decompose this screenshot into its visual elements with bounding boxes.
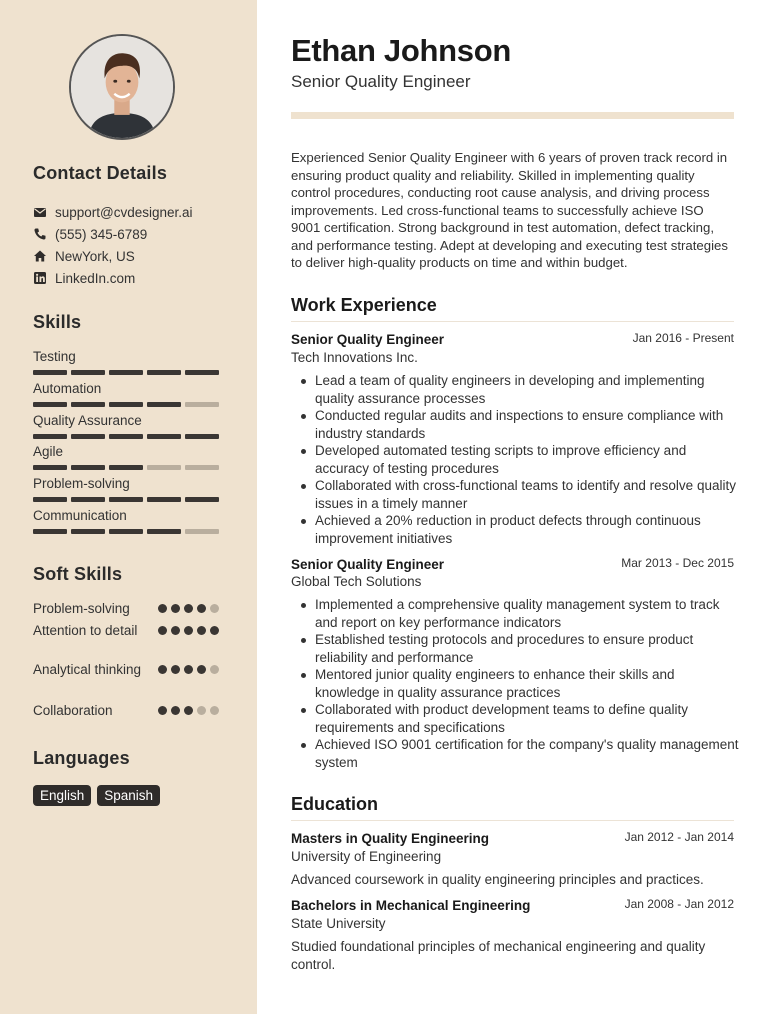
rating-dot [171, 706, 180, 715]
skill-level-bar [33, 434, 219, 439]
skill-level-segment [71, 497, 105, 502]
phone-icon [33, 227, 47, 241]
skill-level-segment [147, 497, 181, 502]
job-bullets [315, 372, 739, 547]
sidebar [0, 0, 257, 1014]
phone-text: (555) 345-6789 [55, 226, 148, 242]
list-item: Established testing protocols and procedures to ensure product reliability and performance [315, 631, 739, 666]
contact-linkedin[interactable] [33, 269, 135, 287]
soft-skills-heading: Soft Skills [33, 564, 123, 584]
job-bullets [315, 596, 739, 771]
school-name: State University [291, 916, 386, 931]
skill-level-segment [33, 402, 67, 407]
main-content [257, 0, 768, 1014]
candidate-name: Ethan Johnson [291, 33, 511, 68]
skill-level-segment [71, 465, 105, 470]
skill-level-segment [109, 497, 143, 502]
rating-dot [171, 665, 180, 674]
contact-phone[interactable] [33, 225, 147, 243]
header-divider [291, 112, 734, 119]
job-date: Jan 2016 - Present [632, 331, 734, 345]
list-item: Achieved ISO 9001 certification for the company's quality management system [315, 737, 739, 770]
languages-heading: Languages [33, 748, 130, 768]
job-date: Mar 2013 - Dec 2015 [621, 556, 734, 570]
education-divider [291, 820, 734, 821]
rating-dot [197, 626, 206, 635]
education-heading: Education [291, 794, 379, 814]
skill-level-segment [185, 497, 219, 502]
candidate-title: Senior Quality Engineer [291, 72, 471, 91]
home-icon [33, 249, 47, 263]
contact-email[interactable] [33, 203, 193, 221]
degree-description: Advanced coursework in quality engineering principles and practices. [291, 872, 704, 887]
rating-dot [210, 706, 219, 715]
skill-level-segment [147, 434, 181, 439]
skill-level-segment [147, 465, 181, 470]
soft-skill-label: Collaboration [33, 703, 113, 718]
soft-skill-rating [158, 706, 219, 715]
job-company: Global Tech Solutions [291, 574, 422, 589]
rating-dot [197, 706, 206, 715]
skill-level-segment [71, 529, 105, 534]
skill-level-bar [33, 370, 219, 375]
language-badge: English [33, 785, 91, 806]
list-item: Implemented a comprehensive quality management system to track and report on key performance indicators [315, 596, 739, 631]
skill-level-segment [33, 529, 67, 534]
skill-level-segment [71, 402, 105, 407]
skill-level-segment [185, 370, 219, 375]
work-divider [291, 321, 734, 322]
location-text: NewYork, US [55, 248, 135, 264]
degree-date: Jan 2008 - Jan 2012 [624, 897, 734, 911]
skill-label: Automation [33, 380, 102, 396]
skill-level-segment [185, 402, 219, 407]
skill-level-segment [185, 434, 219, 439]
list-item: Achieved a 20% reduction in product defects through continuous improvement initiatives [315, 512, 739, 547]
job-title: Senior Quality Engineer [291, 332, 445, 347]
language-badge: Spanish [97, 785, 160, 806]
skill-level-segment [109, 529, 143, 534]
job-company: Tech Innovations Inc. [291, 350, 418, 365]
skill-label: Communication [33, 508, 127, 523]
skill-level-segment [147, 529, 181, 534]
skills-heading: Skills [33, 312, 82, 332]
rating-dot [184, 665, 193, 674]
rating-dot [158, 706, 167, 715]
skill-level-segment [109, 465, 143, 470]
work-heading: Work Experience [291, 295, 437, 315]
rating-dot [184, 604, 193, 613]
list-item: Collaborated with cross-functional teams to identify and resolve quality issues in a timely manner [315, 477, 739, 512]
skill-label: Agile [33, 444, 64, 460]
languages-list [33, 785, 160, 806]
skill-label: Quality Assurance [33, 412, 142, 428]
list-item: Collaborated with product development teams to define quality requirements and specifications [315, 701, 739, 736]
rating-dot [171, 604, 180, 613]
rating-dot [197, 604, 206, 613]
skill-label: Testing [33, 349, 76, 364]
rating-dot [210, 665, 219, 674]
list-item: Conducted regular audits and inspections to ensure compliance with industry standards [315, 407, 739, 442]
degree-title: Bachelors in Mechanical Engineering [291, 898, 531, 913]
skill-level-segment [33, 497, 67, 502]
list-item: Lead a team of quality engineers in developing and implementing quality assurance processes [315, 372, 739, 407]
school-name: University of Engineering [291, 849, 442, 864]
list-item: Mentored junior quality engineers to enhance their skills and knowledge in quality assurance practices [315, 666, 739, 701]
contact-location [33, 247, 135, 265]
list-item: Developed automated testing scripts to improve efficiency and accuracy of testing procedures [315, 442, 739, 477]
soft-skill-rating [158, 604, 219, 613]
skill-level-segment [109, 434, 143, 439]
skill-level-segment [33, 370, 67, 375]
skill-level-bar [33, 402, 219, 407]
skill-level-segment [71, 434, 105, 439]
skill-level-bar [33, 497, 219, 502]
rating-dot [158, 604, 167, 613]
skill-level-segment [147, 370, 181, 375]
rating-dot [184, 626, 193, 635]
avatar [69, 34, 175, 140]
skill-level-segment [185, 529, 219, 534]
degree-date: Jan 2012 - Jan 2014 [624, 830, 734, 844]
skill-level-bar [33, 529, 219, 534]
linkedin-icon [33, 271, 47, 285]
rating-dot [210, 626, 219, 635]
contact-heading: Contact Details [33, 163, 168, 183]
rating-dot [158, 626, 167, 635]
skill-level-segment [33, 465, 67, 470]
skill-level-bar [33, 465, 219, 470]
linkedin-text: LinkedIn.com [55, 270, 136, 286]
envelope-icon [33, 205, 47, 219]
summary-text: Experienced Senior Quality Engineer with 6 years of proven track record in ensuring product quality and reliability. Skilled in implementing quality control procedures, conducting root cause analysis, and driving process improvements. Led cross-functional teams to successfully achieve ISO 9001 certification. Strong background in test automation, defect tracking, and performance testing. Adept at developing and executing test strategies to deliver high-quality products on time and within budget. [291, 150, 728, 270]
profile-photo [71, 36, 173, 138]
soft-skill-label: Problem-solving [33, 601, 130, 616]
skill-label: Problem-solving [33, 476, 130, 492]
job-title: Senior Quality Engineer [291, 557, 445, 572]
rating-dot [210, 604, 219, 613]
skill-level-segment [109, 402, 143, 407]
rating-dot [158, 665, 167, 674]
soft-skill-rating [158, 626, 219, 635]
soft-skill-rating [158, 665, 219, 674]
rating-dot [197, 665, 206, 674]
skill-level-segment [71, 370, 105, 375]
soft-skill-label: Analytical thinking [33, 662, 142, 677]
degree-title: Masters in Quality Engineering [291, 831, 490, 846]
skill-level-segment [33, 434, 67, 439]
skill-level-segment [185, 465, 219, 470]
degree-description: Studied foundational principles of mechanical engineering and quality control. [291, 939, 706, 972]
skill-level-segment [147, 402, 181, 407]
rating-dot [184, 706, 193, 715]
soft-skill-label: Attention to detail [33, 623, 138, 638]
skill-level-segment [109, 370, 143, 375]
rating-dot [171, 626, 180, 635]
email-text: support@cvdesigner.ai [55, 204, 193, 220]
